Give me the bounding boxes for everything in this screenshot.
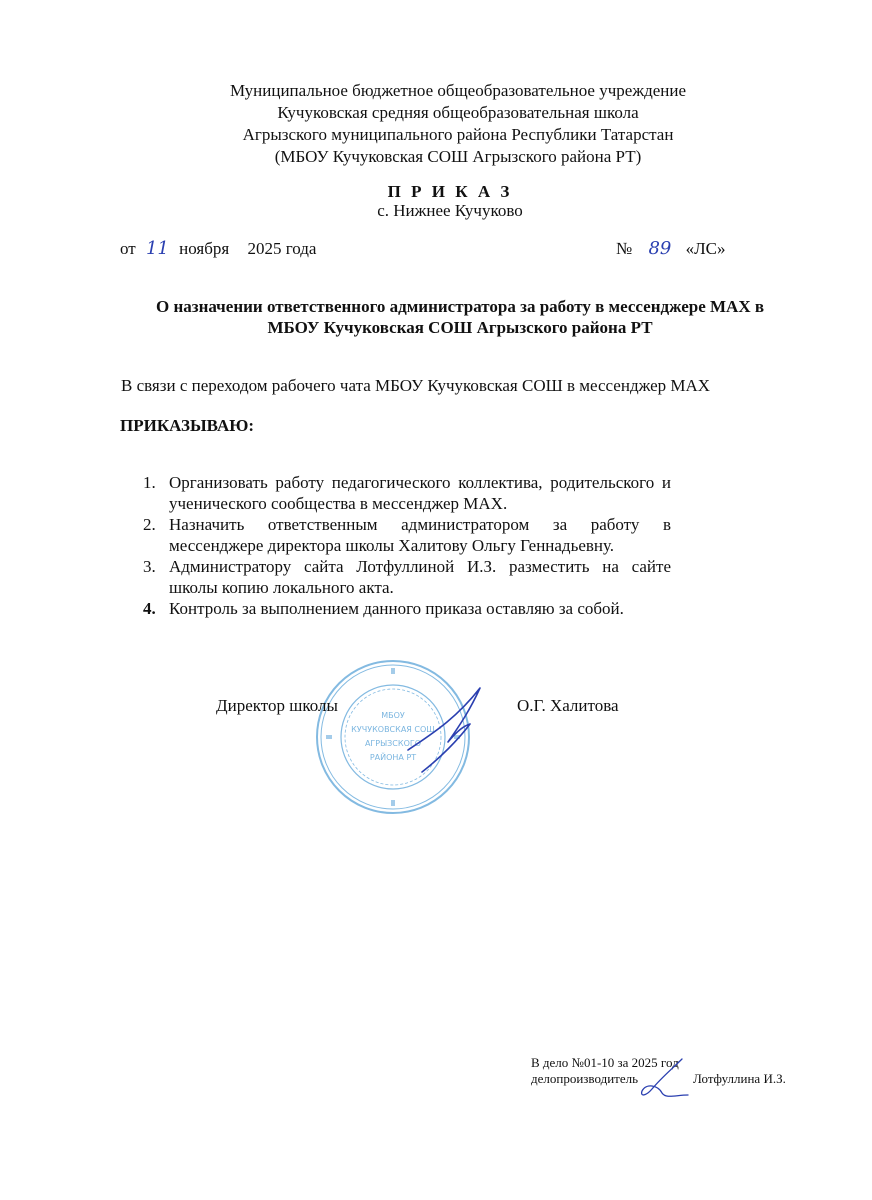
director-signature-icon: [400, 680, 500, 780]
stamp-center-line: КУЧУКОВСКАЯ СОШ: [351, 725, 435, 734]
stamp-center-line: РАЙОНА РТ: [369, 753, 417, 762]
date-month: ноября: [179, 239, 230, 258]
order-place: с. Нижнее Кучуково: [377, 201, 523, 220]
subject-line: МБОУ Кучуковская СОШ Агрызского района РТ: [267, 318, 653, 337]
date-prefix: от: [120, 239, 136, 258]
clerk-role: делопроизводитель: [531, 1071, 639, 1086]
item-number: 4.: [143, 599, 156, 618]
order-number: [616, 238, 726, 259]
number-suffix: «ЛС»: [685, 239, 726, 258]
stamp-center-line: АГРЫЗСКОГО: [364, 739, 422, 748]
list-item: [143, 598, 671, 619]
subject-line: О назначении ответственного администратора за работу в мессенджере MAX в: [155, 297, 765, 316]
header-line: (МБОУ Кучуковская СОШ Агрызского района РТ): [274, 147, 642, 166]
item-text: Контроль за выполнением данного приказа оставляю за собой.: [169, 599, 624, 618]
item-text: Организовать работу педагогического коллектива, родительского и ученического сообщества в мессенджер MAX.: [169, 473, 671, 513]
item-number: 3.: [143, 557, 156, 576]
header-line: Кучуковская средняя общеобразовательная школа: [277, 103, 639, 122]
list-item: [143, 514, 671, 556]
order-title: П Р И К А З: [387, 182, 513, 201]
header-line: Агрызского муниципального района Республики Татарстан: [242, 125, 674, 144]
item-number: 2.: [143, 515, 156, 534]
signatory-name: О.Г. Халитова: [517, 696, 619, 715]
item-text: Администратору сайта Лотфуллиной И.З. разместить на сайте школы копию локального акта.: [169, 557, 671, 597]
list-item: [143, 556, 671, 598]
order-items: [143, 472, 671, 619]
institution-header: [0, 80, 872, 168]
item-text: Назначить ответственным администратором за работу в мессенджере директора школы Халитову Ольгу Геннадьевну.: [169, 515, 671, 555]
item-number: 1.: [143, 473, 156, 492]
list-item: [143, 472, 671, 514]
clerk-name: Лотфуллина И.З.: [693, 1071, 786, 1086]
number-value-handwritten: 89: [648, 238, 672, 259]
signatory-title: Директор школы: [216, 696, 338, 715]
stamp-center-line: МБОУ: [381, 711, 405, 720]
file-note: В дело №01-10 за 2025 год: [531, 1055, 679, 1070]
date-year: 2025 года: [247, 239, 317, 258]
header-line: Муниципальное бюджетное общеобразовательное учреждение: [229, 81, 687, 100]
directive-heading: ПРИКАЗЫВАЮ:: [120, 416, 255, 435]
number-prefix: №: [616, 239, 633, 258]
order-intro: В связи с переходом рабочего чата МБОУ Кучуковская СОШ в мессенджер MAX: [121, 376, 711, 395]
clerk-signature-icon: [632, 1055, 692, 1101]
order-date: [120, 238, 316, 259]
date-day-handwritten: 11: [145, 238, 169, 259]
order-subject: [120, 296, 800, 338]
